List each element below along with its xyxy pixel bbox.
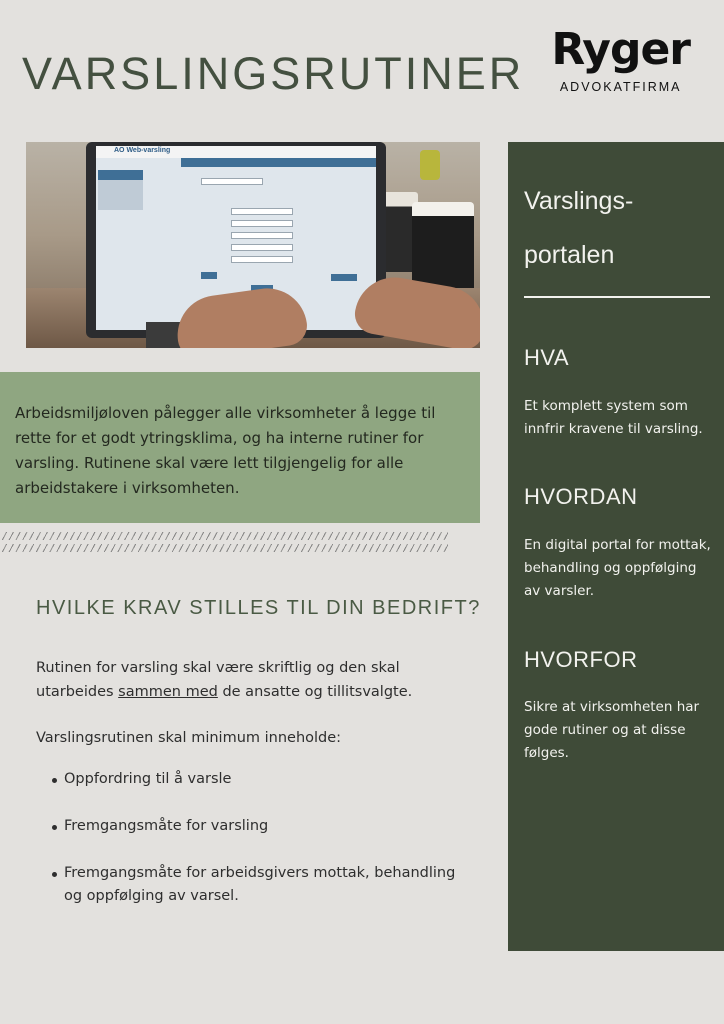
hatch-divider [0, 532, 448, 540]
screen-title: AO Web-varsling [114, 147, 171, 154]
logo-mark: Ryger [551, 24, 690, 75]
panel-title-line: portalen [524, 241, 615, 269]
section-text-hvordan: En digital portal for mottak, behandling og oppfølging av varsler. [524, 537, 711, 599]
hatch-divider [0, 544, 448, 552]
paragraph-text: Rutinen for varsling skal være skriftlig og den skal utarbeides [36, 660, 400, 700]
requirements-paragraph [36, 656, 466, 704]
section-text-hva: Et komplett system som innfrir kravene til varsling. [524, 398, 703, 437]
intro-text: Arbeidsmiljøloven pålegger alle virksomheter å legge til rette for et godt ytringsklima, og ha interne rutiner for varsling. Rutinene skal være lett tilgjengelig for alle arbeidstakere i virksomheten. [15, 404, 436, 497]
intro-box [0, 372, 480, 523]
section-heading-hvorfor: HVORFOR [524, 647, 638, 672]
requirements-list [36, 768, 476, 908]
list-item: Fremgangsmåte for varsling [36, 815, 476, 838]
minimum-content-paragraph: Varslingsrutinen skal minimum inneholde: [36, 730, 342, 746]
ryger-logo [551, 24, 690, 94]
paragraph-text: de ansatte og tillitsvalgte. [217, 684, 413, 700]
portal-panel [508, 142, 724, 951]
section-heading-hvordan: HVORDAN [524, 484, 638, 509]
list-item: Fremgangsmåte for arbeidsgivers mottak, behandling og oppfølging av varsel. [36, 862, 476, 908]
panel-title-line: Varslings- [524, 187, 634, 215]
logo-subtitle: ADVOKATFIRMA [559, 80, 682, 94]
laptop-photo [26, 142, 480, 348]
requirements-heading: HVILKE KRAV STILLES TIL DIN BEDRIFT? [36, 597, 481, 619]
panel-divider [524, 296, 710, 298]
section-text-hvorfor: Sikre at virksomheten har gode rutiner og at disse følges. [524, 699, 700, 761]
section-heading-hva: HVA [524, 345, 570, 370]
panel-title [524, 174, 633, 282]
underlined-text: sammen med [118, 684, 218, 700]
list-item: Oppfordring til å varsle [36, 768, 476, 791]
page-title: VARSLINGSRUTINER [22, 48, 525, 99]
